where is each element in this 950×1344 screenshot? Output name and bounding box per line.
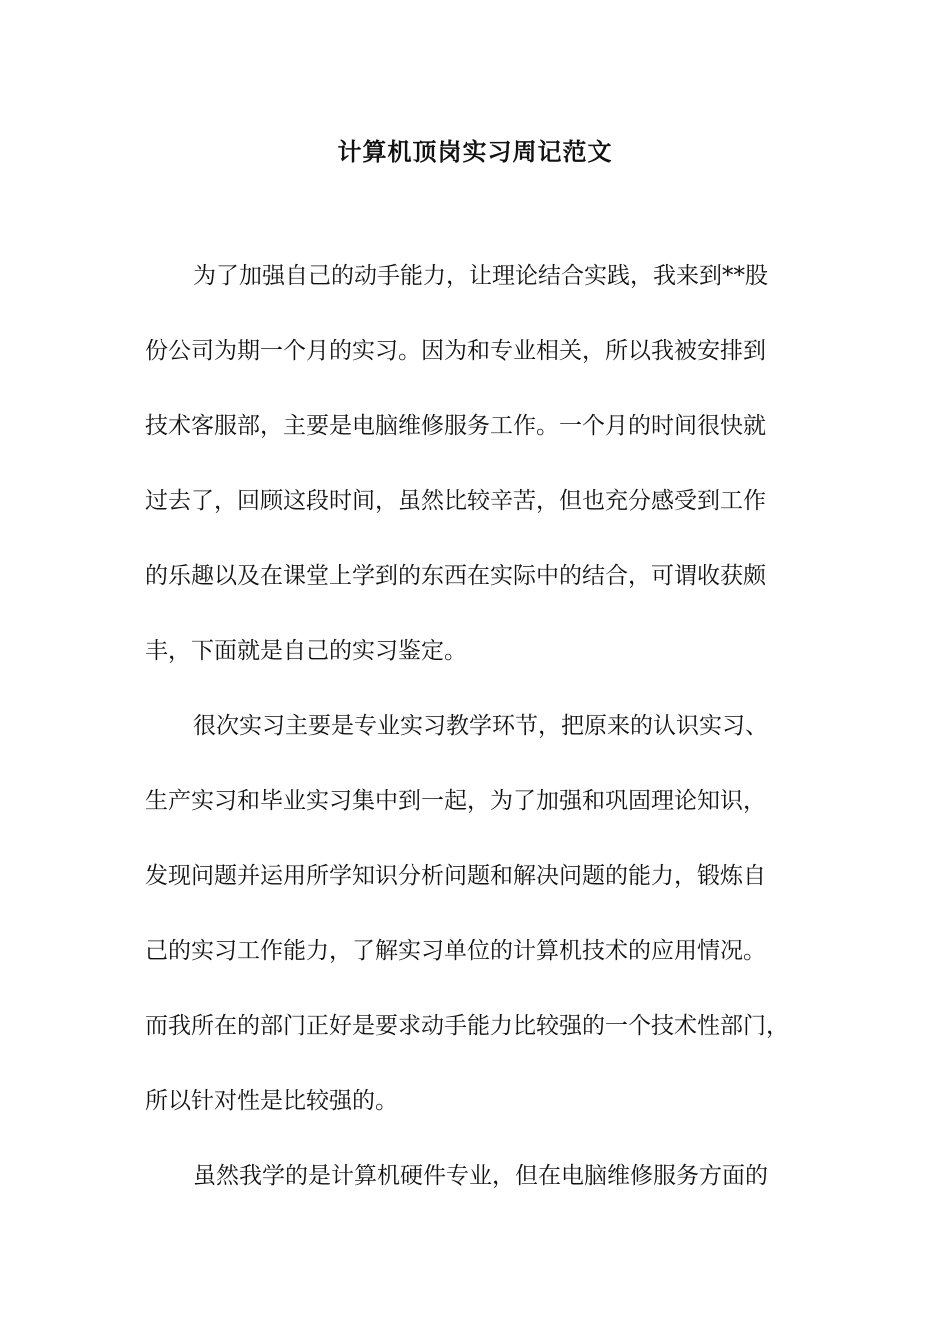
text-line: 很次实习主要是专业实习教学环节，把原来的认识实习、 — [193, 713, 768, 739]
text-line: 过去了，回顾这段时间，虽然比较辛苦，但也充分感受到工作 — [145, 488, 766, 514]
text-line: 的乐趣以及在课堂上学到的东西在实际中的结合，可谓收获颇 — [145, 563, 766, 589]
text-line: 发现问题并运用所学知识分析问题和解决问题的能力，锻炼自 — [145, 863, 766, 889]
text-line: 为了加强自己的动手能力，让理论结合实践，我来到**股 — [193, 263, 768, 289]
text-line: 己的实习工作能力，了解实习单位的计算机技术的应用情况。 — [145, 938, 766, 964]
text-line: 虽然我学的是计算机硬件专业，但在电脑维修服务方面的 — [193, 1163, 768, 1189]
text-line: 生产实习和毕业实习集中到一起，为了加强和巩固理论知识， — [145, 788, 766, 814]
text-line: 而我所在的部门正好是要求动手能力比较强的一个技术性部门， — [145, 1013, 789, 1039]
document-title: 计算机顶岗实习周记范文 — [337, 137, 613, 166]
text-line: 技术客服部，主要是电脑维修服务工作。一个月的时间很快就 — [145, 413, 766, 439]
text-line: 所以针对性是比较强的。 — [145, 1088, 398, 1114]
text-line: 丰，下面就是自己的实习鉴定。 — [145, 638, 467, 664]
text-line: 份公司为期一个月的实习。因为和专业相关，所以我被安排到 — [145, 338, 766, 364]
